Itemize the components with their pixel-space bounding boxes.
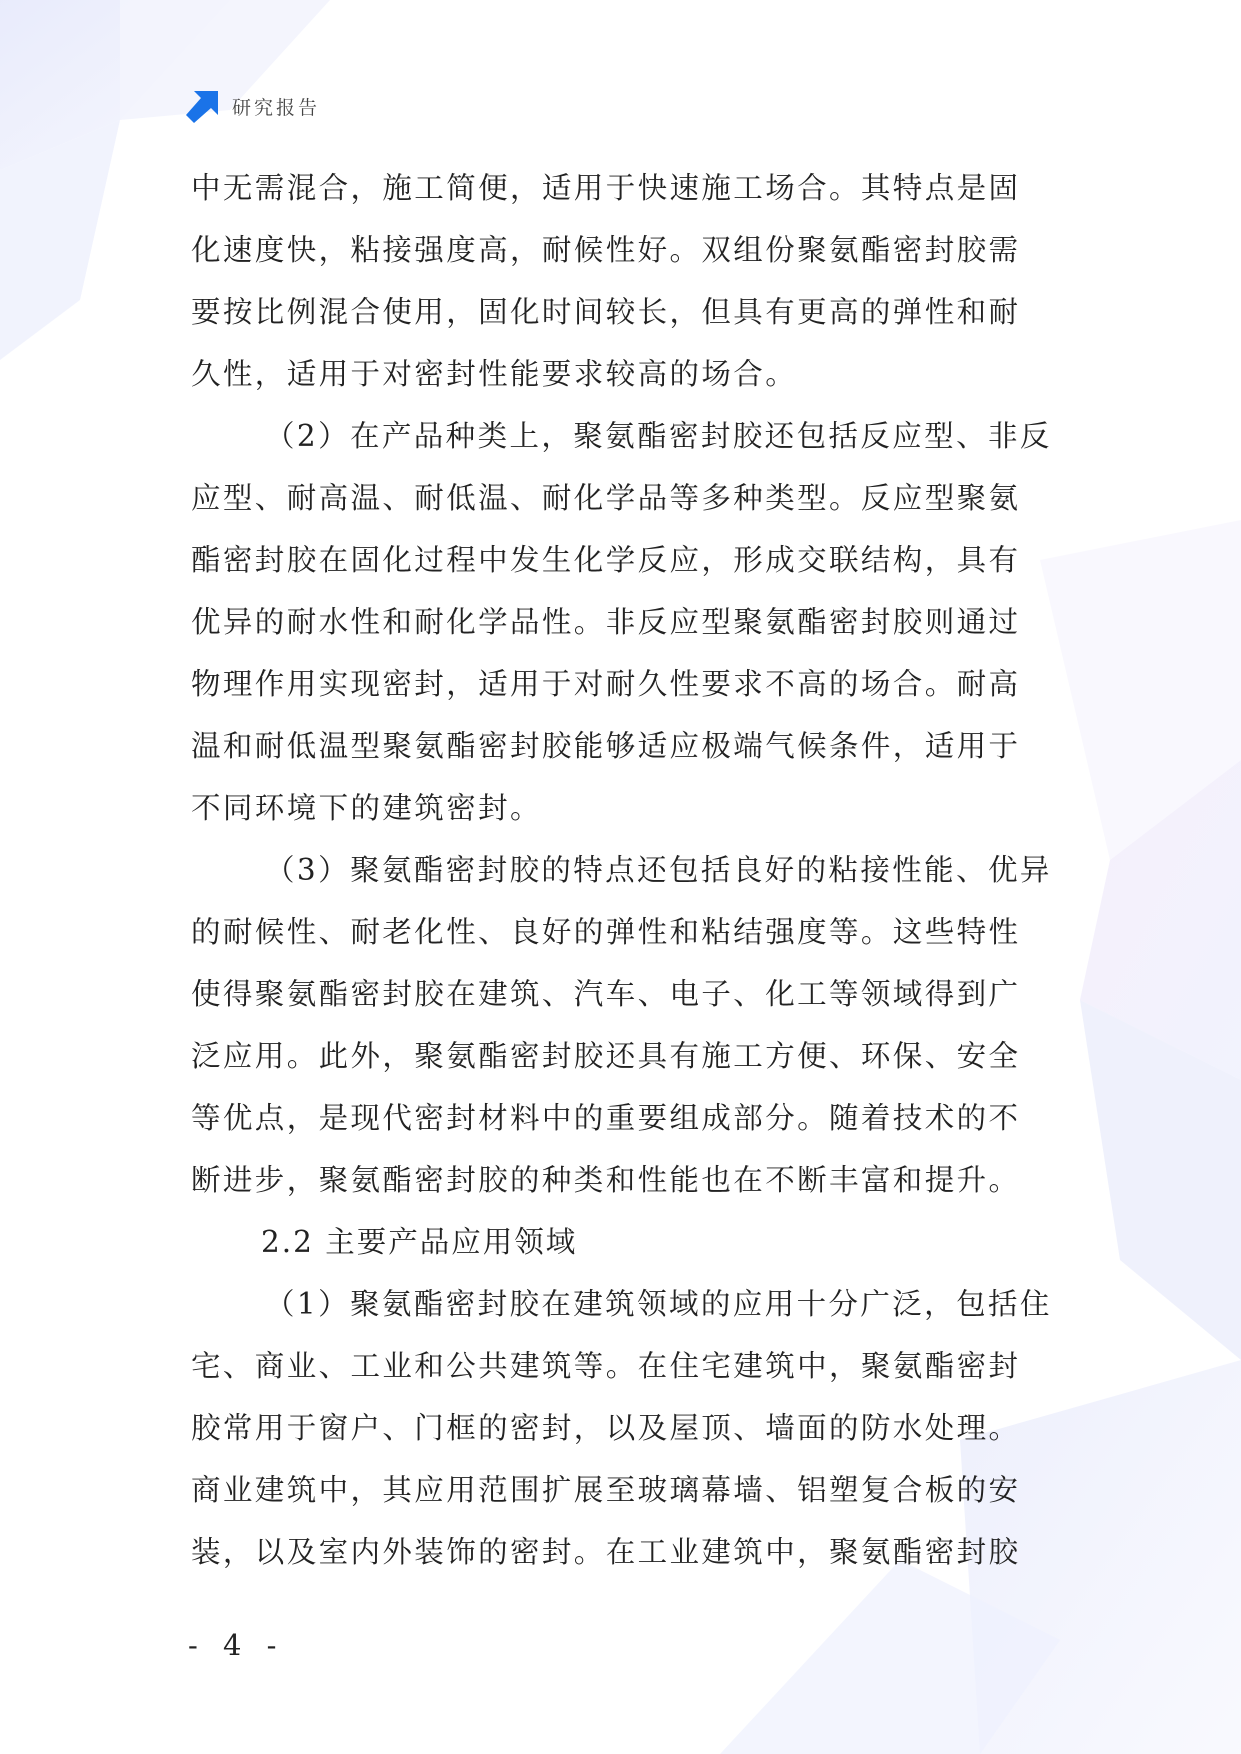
text-line: 不同环境下的建筑密封。 — [191, 791, 542, 825]
text-line: 温和耐低温型聚氨酯密封胶能够适应极端气候条件，适用于 — [191, 729, 1021, 763]
text-line: 泛应用。此外，聚氨酯密封胶还具有施工方便、环保、安全 — [191, 1039, 1021, 1073]
text-line: 物理作用实现密封，适用于对耐久性要求不高的场合。耐高 — [191, 667, 1021, 701]
text-line: 的耐候性、耐老化性、良好的弹性和粘结强度等。这些特性 — [191, 915, 1021, 949]
text-line: 中无需混合，施工简便，适用于快速施工场合。其特点是固 — [191, 171, 1021, 205]
text-line: 商业建筑中，其应用范围扩展至玻璃幕墙、铝塑复合板的安 — [191, 1473, 1021, 1507]
page-number: - 4 - — [188, 1628, 285, 1662]
report-header — [186, 88, 320, 124]
text-line: 久性，适用于对密封性能要求较高的场合。 — [191, 357, 798, 391]
header-title: 研究报告 — [232, 96, 321, 119]
paragraph-start: （3）聚氨酯密封胶的特点还包括良好的粘接性能、优异 — [265, 853, 1052, 887]
text-line: 酯密封胶在固化过程中发生化学反应，形成交联结构，具有 — [191, 543, 1021, 577]
text-line: 化速度快，粘接强度高，耐候性好。双组份聚氨酯密封胶需 — [191, 233, 1021, 267]
text-line: 要按比例混合使用，固化时间较长，但具有更高的弹性和耐 — [191, 295, 1021, 329]
text-line: 使得聚氨酯密封胶在建筑、汽车、电子、化工等领域得到广 — [191, 977, 1021, 1011]
paragraph-start: （1）聚氨酯密封胶在建筑领域的应用十分广泛，包括住 — [265, 1287, 1052, 1321]
text-line: 宅、商业、工业和公共建筑等。在住宅建筑中，聚氨酯密封 — [191, 1349, 1021, 1383]
section-heading: 2.2 主要产品应用领域 — [261, 1225, 578, 1259]
document-body — [191, 157, 1051, 1583]
text-line: 应型、耐高温、耐低温、耐化学品等多种类型。反应型聚氨 — [191, 481, 1021, 515]
text-line: 优异的耐水性和耐化学品性。非反应型聚氨酯密封胶则通过 — [191, 605, 1021, 639]
text-line: 等优点，是现代密封材料中的重要组成部分。随着技术的不 — [191, 1101, 1021, 1135]
text-line: 断进步，聚氨酯密封胶的种类和性能也在不断丰富和提升。 — [191, 1163, 1021, 1197]
text-line: 胶常用于窗户、门框的密封，以及屋顶、墙面的防水处理。 — [191, 1411, 1021, 1445]
paragraph-start: （2）在产品种类上，聚氨酯密封胶还包括反应型、非反 — [265, 419, 1052, 453]
text-line: 装，以及室内外装饰的密封。在工业建筑中，聚氨酯密封胶 — [191, 1535, 1021, 1569]
arrow-up-right-icon — [186, 89, 220, 123]
